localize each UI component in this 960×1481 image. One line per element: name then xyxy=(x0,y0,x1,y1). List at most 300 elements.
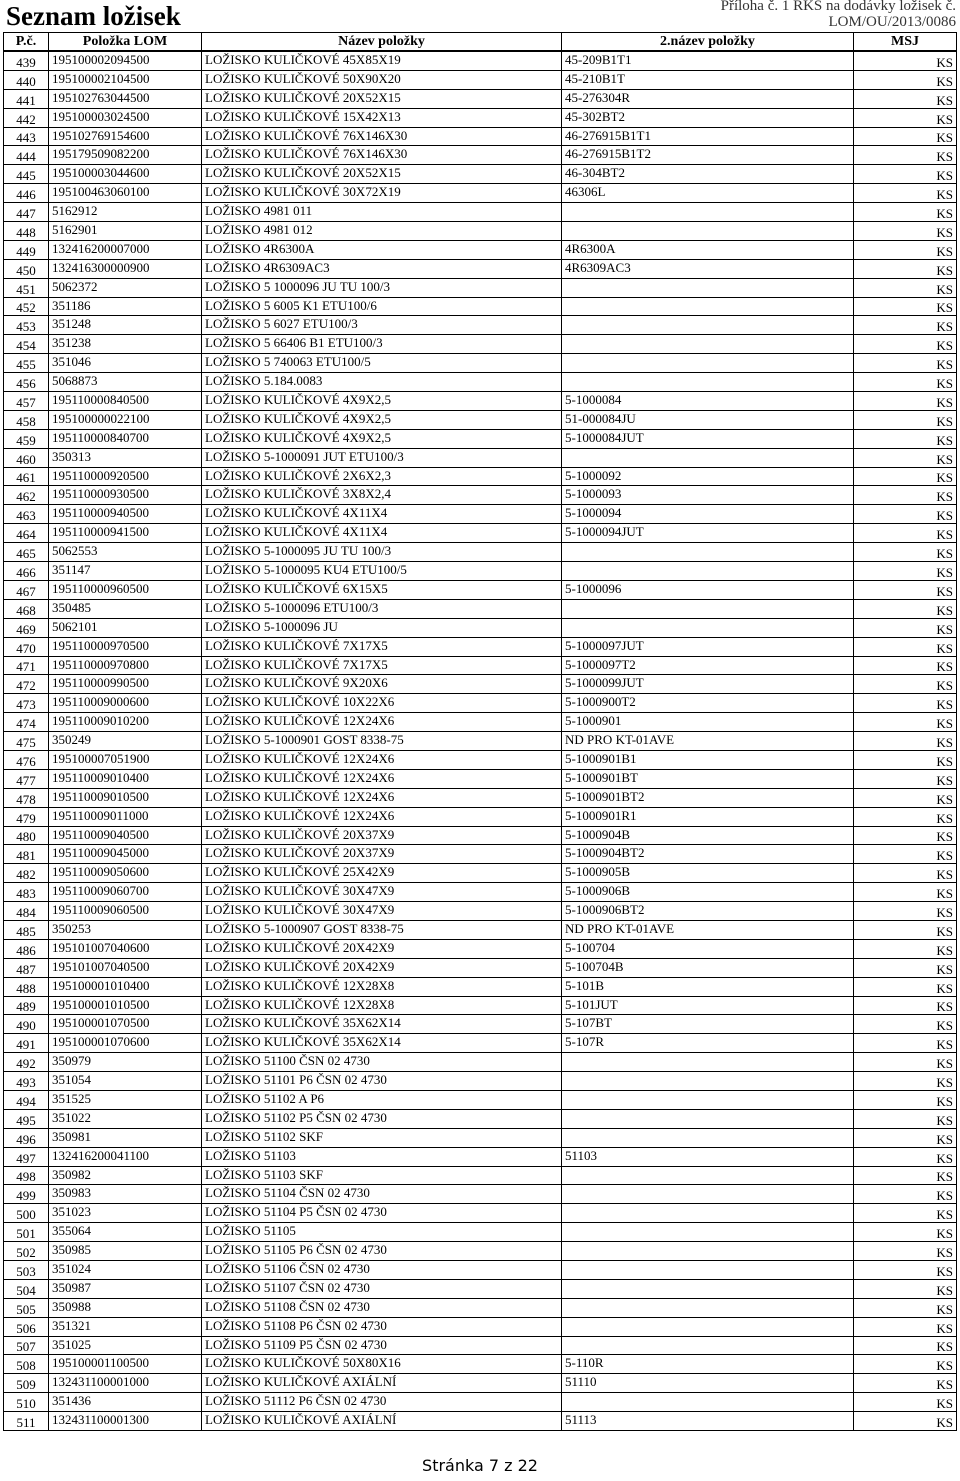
item-name: LOŽISKO 51103 SKF xyxy=(202,1166,562,1185)
row-number: 468 xyxy=(4,599,49,618)
item-lom: 195100003024500 xyxy=(49,108,202,127)
item-name: LOŽISKO KULIČKOVÉ 20X42X9 xyxy=(202,939,562,958)
item-name: LOŽISKO 51103 xyxy=(202,1147,562,1166)
row-number: 461 xyxy=(4,467,49,486)
table-row xyxy=(4,694,957,713)
row-number: 490 xyxy=(4,1015,49,1034)
row-number: 463 xyxy=(4,505,49,524)
item-name: LOŽISKO 5.184.0083 xyxy=(202,373,562,392)
item-lom: 5162901 xyxy=(49,222,202,241)
row-number: 446 xyxy=(4,184,49,203)
item-name: LOŽISKO KULIČKOVÉ 30X47X9 xyxy=(202,902,562,921)
row-number: 479 xyxy=(4,807,49,826)
item-unit: KS xyxy=(854,1374,957,1393)
item-unit: KS xyxy=(854,1147,957,1166)
item-second-name xyxy=(562,335,854,354)
item-second-name xyxy=(562,562,854,581)
item-second-name: 5-1000093 xyxy=(562,486,854,505)
item-second-name: 5-1000901BT2 xyxy=(562,788,854,807)
item-unit: KS xyxy=(854,373,957,392)
row-number: 485 xyxy=(4,920,49,939)
item-unit: KS xyxy=(854,694,957,713)
table-row xyxy=(4,203,957,222)
item-name: LOŽISKO 51105 P6 ČSN 02 4730 xyxy=(202,1242,562,1261)
table-row xyxy=(4,1279,957,1298)
item-unit: KS xyxy=(854,392,957,411)
item-lom: 5062101 xyxy=(49,618,202,637)
item-second-name xyxy=(562,1128,854,1147)
table-row xyxy=(4,448,957,467)
item-name: LOŽISKO KULIČKOVÉ 76X146X30 xyxy=(202,127,562,146)
item-unit: KS xyxy=(854,807,957,826)
item-unit: KS xyxy=(854,618,957,637)
table-row xyxy=(4,1128,957,1147)
table-row xyxy=(4,750,957,769)
item-name: LOŽISKO KULIČKOVÉ 12X24X6 xyxy=(202,788,562,807)
item-unit: KS xyxy=(854,240,957,259)
row-number: 464 xyxy=(4,524,49,543)
item-lom: 5062372 xyxy=(49,278,202,297)
item-name: LOŽISKO KULIČKOVÉ 4X9X2,5 xyxy=(202,410,562,429)
row-number: 460 xyxy=(4,448,49,467)
item-lom: 195101007040500 xyxy=(49,958,202,977)
table-row xyxy=(4,1374,957,1393)
item-lom: 350987 xyxy=(49,1279,202,1298)
table-row xyxy=(4,410,957,429)
row-number: 504 xyxy=(4,1279,49,1298)
item-second-name: 5-1000099JUT xyxy=(562,675,854,694)
item-lom: 351025 xyxy=(49,1336,202,1355)
row-number: 472 xyxy=(4,675,49,694)
item-second-name: 5-1000092 xyxy=(562,467,854,486)
table-row xyxy=(4,675,957,694)
item-second-name: 5-1000904B xyxy=(562,826,854,845)
item-lom: 351147 xyxy=(49,562,202,581)
item-lom: 195110000941500 xyxy=(49,524,202,543)
item-name: LOŽISKO KULIČKOVÉ 76X146X30 xyxy=(202,146,562,165)
item-second-name xyxy=(562,599,854,618)
item-unit: KS xyxy=(854,713,957,732)
item-unit: KS xyxy=(854,108,957,127)
item-lom: 195100002104500 xyxy=(49,70,202,89)
item-lom: 195110009060700 xyxy=(49,883,202,902)
item-lom: 195100003044600 xyxy=(49,165,202,184)
item-name: LOŽISKO KULIČKOVÉ 20X52X15 xyxy=(202,165,562,184)
row-number: 471 xyxy=(4,656,49,675)
item-name: LOŽISKO KULIČKOVÉ 30X47X9 xyxy=(202,883,562,902)
item-unit: KS xyxy=(854,580,957,599)
table-row xyxy=(4,354,957,373)
item-second-name: 46-276915B1T1 xyxy=(562,127,854,146)
item-lom: 351248 xyxy=(49,316,202,335)
item-name: LOŽISKO KULIČKOVÉ 7X17X5 xyxy=(202,656,562,675)
item-unit: KS xyxy=(854,675,957,694)
item-lom: 350249 xyxy=(49,732,202,751)
item-unit: KS xyxy=(854,1393,957,1412)
row-number: 458 xyxy=(4,410,49,429)
item-name: LOŽISKO 4981 012 xyxy=(202,222,562,241)
item-lom: 195110009040500 xyxy=(49,826,202,845)
row-number: 486 xyxy=(4,939,49,958)
item-second-name: 5-1000905B xyxy=(562,864,854,883)
item-name: LOŽISKO 51108 ČSN 02 4730 xyxy=(202,1298,562,1317)
item-lom: 195100463060100 xyxy=(49,184,202,203)
item-name: LOŽISKO 51102 SKF xyxy=(202,1128,562,1147)
item-unit: KS xyxy=(854,864,957,883)
row-number: 493 xyxy=(4,1072,49,1091)
item-second-name xyxy=(562,316,854,335)
item-second-name xyxy=(562,1109,854,1128)
item-second-name xyxy=(562,1053,854,1072)
table-row xyxy=(4,1261,957,1280)
row-number: 466 xyxy=(4,562,49,581)
item-unit: KS xyxy=(854,1166,957,1185)
item-second-name: 45-210B1T xyxy=(562,70,854,89)
item-unit: KS xyxy=(854,1261,957,1280)
item-lom: 195110000990500 xyxy=(49,675,202,694)
item-unit: KS xyxy=(854,316,957,335)
item-name: LOŽISKO KULIČKOVÉ 50X90X20 xyxy=(202,70,562,89)
row-number: 476 xyxy=(4,750,49,769)
item-name: LOŽISKO 5 66406 B1 ETU100/3 xyxy=(202,335,562,354)
item-lom: 350988 xyxy=(49,1298,202,1317)
item-lom: 351054 xyxy=(49,1072,202,1091)
row-number: 481 xyxy=(4,845,49,864)
item-second-name: 5-1000084 xyxy=(562,392,854,411)
item-name: LOŽISKO KULIČKOVÉ 4X11X4 xyxy=(202,505,562,524)
page-number: Stránka 7 z 22 xyxy=(422,1456,538,1475)
item-name: LOŽISKO KULIČKOVÉ 10X22X6 xyxy=(202,694,562,713)
item-unit: KS xyxy=(854,467,957,486)
item-name: LOŽISKO 5-1000091 JUT ETU100/3 xyxy=(202,448,562,467)
item-second-name: 51110 xyxy=(562,1374,854,1393)
table-row xyxy=(4,958,957,977)
table-row xyxy=(4,599,957,618)
row-number: 489 xyxy=(4,996,49,1015)
item-second-name xyxy=(562,1204,854,1223)
item-name: LOŽISKO KULIČKOVÉ 12X28X8 xyxy=(202,996,562,1015)
item-second-name: 45-276304R xyxy=(562,89,854,108)
table-row xyxy=(4,51,957,70)
item-unit: KS xyxy=(854,410,957,429)
item-lom: 195100001100500 xyxy=(49,1355,202,1374)
item-unit: KS xyxy=(854,524,957,543)
table-row xyxy=(4,1298,957,1317)
item-name: LOŽISKO KULIČKOVÉ 30X72X19 xyxy=(202,184,562,203)
bearing-list-table xyxy=(3,32,957,1431)
item-lom: 195100007051900 xyxy=(49,750,202,769)
item-name: LOŽISKO 5-1000901 GOST 8338-75 xyxy=(202,732,562,751)
col-header-druhy-nazev: 2.název položky xyxy=(562,33,854,52)
table-row xyxy=(4,769,957,788)
item-lom: 195110000930500 xyxy=(49,486,202,505)
table-row xyxy=(4,1015,957,1034)
item-second-name: 5-1000901R1 xyxy=(562,807,854,826)
item-lom: 195110009010500 xyxy=(49,788,202,807)
item-name: LOŽISKO KULIČKOVÉ 9X20X6 xyxy=(202,675,562,694)
table-row xyxy=(4,618,957,637)
item-name: LOŽISKO 5 1000096 JU TU 100/3 xyxy=(202,278,562,297)
item-unit: KS xyxy=(854,732,957,751)
item-unit: KS xyxy=(854,1412,957,1431)
item-name: LOŽISKO 5-1000096 JU xyxy=(202,618,562,637)
row-number: 482 xyxy=(4,864,49,883)
item-name: LOŽISKO KULIČKOVÉ 2X6X2,3 xyxy=(202,467,562,486)
item-unit: KS xyxy=(854,599,957,618)
row-number: 447 xyxy=(4,203,49,222)
item-name: LOŽISKO 51101 P6 ČSN 02 4730 xyxy=(202,1072,562,1091)
table-row xyxy=(4,316,957,335)
item-unit: KS xyxy=(854,902,957,921)
item-name: LOŽISKO 51104 P5 ČSN 02 4730 xyxy=(202,1204,562,1223)
item-unit: KS xyxy=(854,222,957,241)
table-row xyxy=(4,788,957,807)
item-lom: 350985 xyxy=(49,1242,202,1261)
item-lom: 195110000970800 xyxy=(49,656,202,675)
item-second-name: 5-1000097JUT xyxy=(562,637,854,656)
item-name: LOŽISKO 51109 P5 ČSN 02 4730 xyxy=(202,1336,562,1355)
item-name: LOŽISKO KULIČKOVÉ 12X24X6 xyxy=(202,769,562,788)
item-second-name xyxy=(562,1090,854,1109)
table-row xyxy=(4,524,957,543)
item-lom: 5162912 xyxy=(49,203,202,222)
item-unit: KS xyxy=(854,70,957,89)
item-lom: 350982 xyxy=(49,1166,202,1185)
table-row xyxy=(4,392,957,411)
col-header-polozka-lom: Položka LOM xyxy=(49,33,202,52)
col-header-msj: MSJ xyxy=(854,33,957,52)
item-unit: KS xyxy=(854,562,957,581)
table-row xyxy=(4,165,957,184)
item-second-name: 5-1000094 xyxy=(562,505,854,524)
table-row xyxy=(4,883,957,902)
item-unit: KS xyxy=(854,146,957,165)
row-number: 454 xyxy=(4,335,49,354)
table-row xyxy=(4,1412,957,1431)
item-unit: KS xyxy=(854,505,957,524)
item-unit: KS xyxy=(854,1279,957,1298)
row-number: 502 xyxy=(4,1242,49,1261)
item-lom: 195110009010400 xyxy=(49,769,202,788)
item-unit: KS xyxy=(854,89,957,108)
row-number: 449 xyxy=(4,240,49,259)
item-second-name xyxy=(562,1317,854,1336)
item-name: LOŽISKO KULIČKOVÉ 35X62X14 xyxy=(202,1015,562,1034)
item-second-name xyxy=(562,1223,854,1242)
table-row xyxy=(4,89,957,108)
item-name: LOŽISKO KULIČKOVÉ 20X42X9 xyxy=(202,958,562,977)
table-row xyxy=(4,240,957,259)
item-unit: KS xyxy=(854,750,957,769)
item-name: LOŽISKO 51102 A P6 xyxy=(202,1090,562,1109)
item-name: LOŽISKO 5-1000095 KU4 ETU100/5 xyxy=(202,562,562,581)
row-number: 477 xyxy=(4,769,49,788)
table-row xyxy=(4,732,957,751)
row-number: 510 xyxy=(4,1393,49,1412)
table-row xyxy=(4,108,957,127)
row-number: 494 xyxy=(4,1090,49,1109)
item-second-name xyxy=(562,543,854,562)
item-lom: 195102769154600 xyxy=(49,127,202,146)
item-lom: 132416300000900 xyxy=(49,259,202,278)
row-number: 465 xyxy=(4,543,49,562)
item-unit: KS xyxy=(854,656,957,675)
item-second-name xyxy=(562,1298,854,1317)
item-second-name xyxy=(562,1185,854,1204)
row-number: 470 xyxy=(4,637,49,656)
table-row xyxy=(4,1166,957,1185)
item-unit: KS xyxy=(854,486,957,505)
item-lom: 350979 xyxy=(49,1053,202,1072)
row-number: 453 xyxy=(4,316,49,335)
table-row xyxy=(4,335,957,354)
table-row xyxy=(4,1336,957,1355)
table-row xyxy=(4,1090,957,1109)
table-row xyxy=(4,902,957,921)
item-lom: 132416200041100 xyxy=(49,1147,202,1166)
row-number: 495 xyxy=(4,1109,49,1128)
item-name: LOŽISKO 5 6027 ETU100/3 xyxy=(202,316,562,335)
row-number: 499 xyxy=(4,1185,49,1204)
item-unit: KS xyxy=(854,1242,957,1261)
item-second-name xyxy=(562,373,854,392)
table-row xyxy=(4,637,957,656)
item-name: LOŽISKO 51106 ČSN 02 4730 xyxy=(202,1261,562,1280)
table-row xyxy=(4,1109,957,1128)
item-second-name: ND PRO KT-01AVE xyxy=(562,732,854,751)
item-second-name xyxy=(562,1336,854,1355)
row-number: 443 xyxy=(4,127,49,146)
table-row xyxy=(4,845,957,864)
item-unit: KS xyxy=(854,278,957,297)
item-second-name: 46306L xyxy=(562,184,854,203)
item-second-name: 5-1000906BT2 xyxy=(562,902,854,921)
table-row xyxy=(4,864,957,883)
table-row xyxy=(4,467,957,486)
item-lom: 351436 xyxy=(49,1393,202,1412)
item-lom: 195100000022100 xyxy=(49,410,202,429)
table-row xyxy=(4,807,957,826)
item-unit: KS xyxy=(854,51,957,70)
item-lom: 351024 xyxy=(49,1261,202,1280)
item-unit: KS xyxy=(854,637,957,656)
table-row xyxy=(4,505,957,524)
item-unit: KS xyxy=(854,1223,957,1242)
row-number: 506 xyxy=(4,1317,49,1336)
item-lom: 195110000940500 xyxy=(49,505,202,524)
item-lom: 5068873 xyxy=(49,373,202,392)
item-name: LOŽISKO KULIČKOVÉ 4X9X2,5 xyxy=(202,429,562,448)
table-row xyxy=(4,977,957,996)
row-number: 473 xyxy=(4,694,49,713)
item-name: LOŽISKO KULIČKOVÉ 12X28X8 xyxy=(202,977,562,996)
table-row xyxy=(4,939,957,958)
item-unit: KS xyxy=(854,203,957,222)
item-lom: 195110000970500 xyxy=(49,637,202,656)
row-number: 492 xyxy=(4,1053,49,1072)
item-second-name xyxy=(562,278,854,297)
item-lom: 350981 xyxy=(49,1128,202,1147)
row-number: 450 xyxy=(4,259,49,278)
item-second-name: 5-100704B xyxy=(562,958,854,977)
item-second-name xyxy=(562,1072,854,1091)
item-unit: KS xyxy=(854,1185,957,1204)
item-name: LOŽISKO KULIČKOVÉ 7X17X5 xyxy=(202,637,562,656)
item-lom: 350253 xyxy=(49,920,202,939)
item-unit: KS xyxy=(854,883,957,902)
row-number: 488 xyxy=(4,977,49,996)
item-name: LOŽISKO 51102 P5 ČSN 02 4730 xyxy=(202,1109,562,1128)
item-lom: 195100001070600 xyxy=(49,1034,202,1053)
row-number: 451 xyxy=(4,278,49,297)
item-name: LOŽISKO 4R6309AC3 xyxy=(202,259,562,278)
row-number: 498 xyxy=(4,1166,49,1185)
item-unit: KS xyxy=(854,939,957,958)
row-number: 505 xyxy=(4,1298,49,1317)
item-second-name: 5-1000097T2 xyxy=(562,656,854,675)
col-header-poradi: P.č. xyxy=(4,33,49,52)
item-name: LOŽISKO 5-1000096 ETU100/3 xyxy=(202,599,562,618)
item-lom: 195100001010500 xyxy=(49,996,202,1015)
item-second-name xyxy=(562,1261,854,1280)
table-row xyxy=(4,278,957,297)
item-lom: 195110009010200 xyxy=(49,713,202,732)
row-number: 439 xyxy=(4,51,49,70)
row-number: 442 xyxy=(4,108,49,127)
item-lom: 350983 xyxy=(49,1185,202,1204)
item-second-name xyxy=(562,203,854,222)
table-row xyxy=(4,222,957,241)
row-number: 440 xyxy=(4,70,49,89)
item-second-name xyxy=(562,448,854,467)
item-lom: 195110000840500 xyxy=(49,392,202,411)
item-second-name: 5-1000900T2 xyxy=(562,694,854,713)
item-name: LOŽISKO KULIČKOVÉ 12X24X6 xyxy=(202,713,562,732)
item-unit: KS xyxy=(854,1128,957,1147)
row-number: 503 xyxy=(4,1261,49,1280)
row-number: 441 xyxy=(4,89,49,108)
item-unit: KS xyxy=(854,1072,957,1091)
item-second-name: 4R6309AC3 xyxy=(562,259,854,278)
item-lom: 195110009050600 xyxy=(49,864,202,883)
row-number: 467 xyxy=(4,580,49,599)
item-name: LOŽISKO KULIČKOVÉ 45X85X19 xyxy=(202,51,562,70)
item-name: LOŽISKO 51104 ČSN 02 4730 xyxy=(202,1185,562,1204)
item-second-name: 5-1000096 xyxy=(562,580,854,599)
table-row xyxy=(4,562,957,581)
table-row xyxy=(4,1072,957,1091)
row-number: 457 xyxy=(4,392,49,411)
item-second-name: 5-1000094JUT xyxy=(562,524,854,543)
item-lom: 132431100001300 xyxy=(49,1412,202,1431)
row-number: 487 xyxy=(4,958,49,977)
table-row xyxy=(4,373,957,392)
page-title: Seznam ložisek xyxy=(6,1,181,31)
item-second-name: 45-209B1T1 xyxy=(562,51,854,70)
item-lom: 195110000960500 xyxy=(49,580,202,599)
item-second-name xyxy=(562,618,854,637)
row-number: 501 xyxy=(4,1223,49,1242)
item-second-name xyxy=(562,1279,854,1298)
item-name: LOŽISKO 5 740063 ETU100/5 xyxy=(202,354,562,373)
item-lom: 195101007040600 xyxy=(49,939,202,958)
table-row xyxy=(4,297,957,316)
item-unit: KS xyxy=(854,958,957,977)
item-name: LOŽISKO 51107 ČSN 02 4730 xyxy=(202,1279,562,1298)
item-unit: KS xyxy=(854,1317,957,1336)
table-header-row xyxy=(4,33,957,52)
item-second-name: 46-276915B1T2 xyxy=(562,146,854,165)
